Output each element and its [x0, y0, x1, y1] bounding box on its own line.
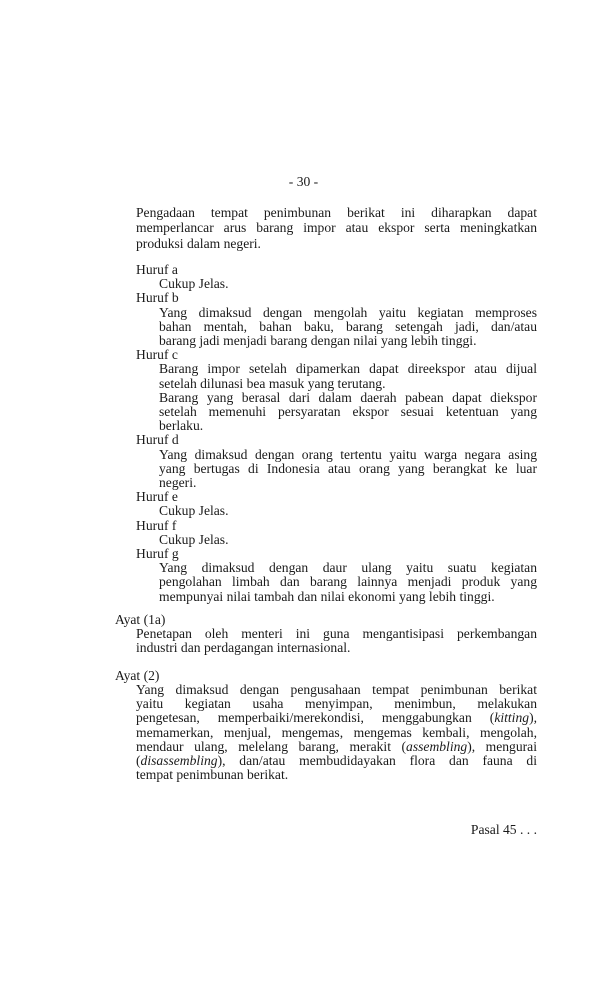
text: ),	[529, 710, 537, 726]
line: barang jadi menjadi barang dengan nilai yang lebih tinggi.	[159, 333, 477, 349]
intro-paragraph	[136, 205, 537, 251]
line: memamerkan, menjual, mengemas, mengemas kembali, mengolah,	[136, 724, 537, 740]
line: Cukup Jelas.	[159, 531, 229, 547]
line: Yang dimaksud dengan orang tertentu yaitu warga negara asing	[159, 446, 537, 462]
line: setelah memenuhi persyaratan ekspor sesuai ketentuan yang	[159, 404, 537, 420]
line: yaitu kegiatan usaha menyimpan, menimbun, melakukan	[136, 696, 537, 712]
huruf-label: Huruf g	[136, 546, 179, 562]
text: (	[136, 753, 141, 769]
line: Penetapan oleh menteri ini guna mengantisipasi perkembangan	[136, 626, 537, 641]
line: industri dan perdagangan internasional.	[136, 640, 351, 656]
huruf-label: Huruf f	[136, 517, 177, 533]
line: produksi dalam negeri.	[136, 235, 261, 251]
italic-term: disassembling	[140, 753, 218, 769]
line: Cukup Jelas.	[159, 276, 229, 292]
text: ), mengurai	[467, 738, 537, 754]
huruf-label: Huruf a	[136, 262, 178, 277]
ayat-2-text	[136, 683, 537, 782]
line: yang bertugas di Indonesia atau orang yang berangkat ke luar	[159, 460, 537, 476]
line: Yang dimaksud dengan mengolah yaitu kegiatan memproses	[159, 304, 537, 320]
line: setelah dilunasi bea masuk yang terutang.	[159, 375, 386, 391]
line: bahan mentah, bahan baku, barang setengah jadi, dan/atau	[159, 318, 537, 334]
line: mempunyai nilai tambah dan nilai ekonomi yang lebih tinggi.	[159, 588, 495, 604]
line	[136, 711, 537, 725]
line: Yang dimaksud dengan daur ulang yaitu suatu kegiatan	[159, 560, 537, 576]
line: Cukup Jelas.	[159, 503, 229, 519]
huruf-label: Huruf d	[136, 432, 179, 448]
huruf-list	[136, 263, 537, 604]
italic-term: kitting	[494, 710, 530, 726]
next-page-reference: Pasal 45 . . .	[470, 822, 537, 837]
ayat-1a-label: Ayat (1a)	[115, 612, 166, 627]
huruf-label: Huruf b	[136, 290, 179, 306]
italic-term: assembling	[406, 738, 468, 754]
line: memperlancar arus barang impor atau ekspor serta meningkatkan	[136, 220, 537, 236]
text: pengetesan, memperbaiki/merekondisi, menggabungkan (	[136, 710, 495, 726]
line: Barang impor setelah dipamerkan dapat direekspor atau dijual	[159, 361, 537, 377]
text: ), dan/atau membudidayakan flora dan fauna di	[217, 753, 537, 769]
text: mendaur ulang, melelang barang, merakit (	[136, 738, 407, 754]
ayat-1a-text	[136, 627, 537, 655]
line: pengolahan limbah dan barang lainnya menjadi produk yang	[159, 574, 537, 590]
line	[136, 740, 537, 754]
line: tempat penimbunan berikat.	[136, 767, 289, 783]
line: Barang yang berasal dari dalam daerah pabean dapat diekspor	[159, 389, 537, 405]
line: Yang dimaksud dengan pengusahaan tempat penimbunan berikat	[136, 682, 537, 697]
huruf-label: Huruf e	[136, 489, 178, 505]
line: negeri.	[159, 475, 197, 491]
line: Pengadaan tempat penimbunan berikat ini diharapkan dapat	[136, 205, 537, 220]
page-number: - 30 -	[288, 174, 319, 189]
huruf-label: Huruf c	[136, 347, 178, 363]
line	[136, 754, 537, 768]
ayat-2-label: Ayat (2)	[115, 668, 160, 683]
line: berlaku.	[159, 418, 204, 434]
